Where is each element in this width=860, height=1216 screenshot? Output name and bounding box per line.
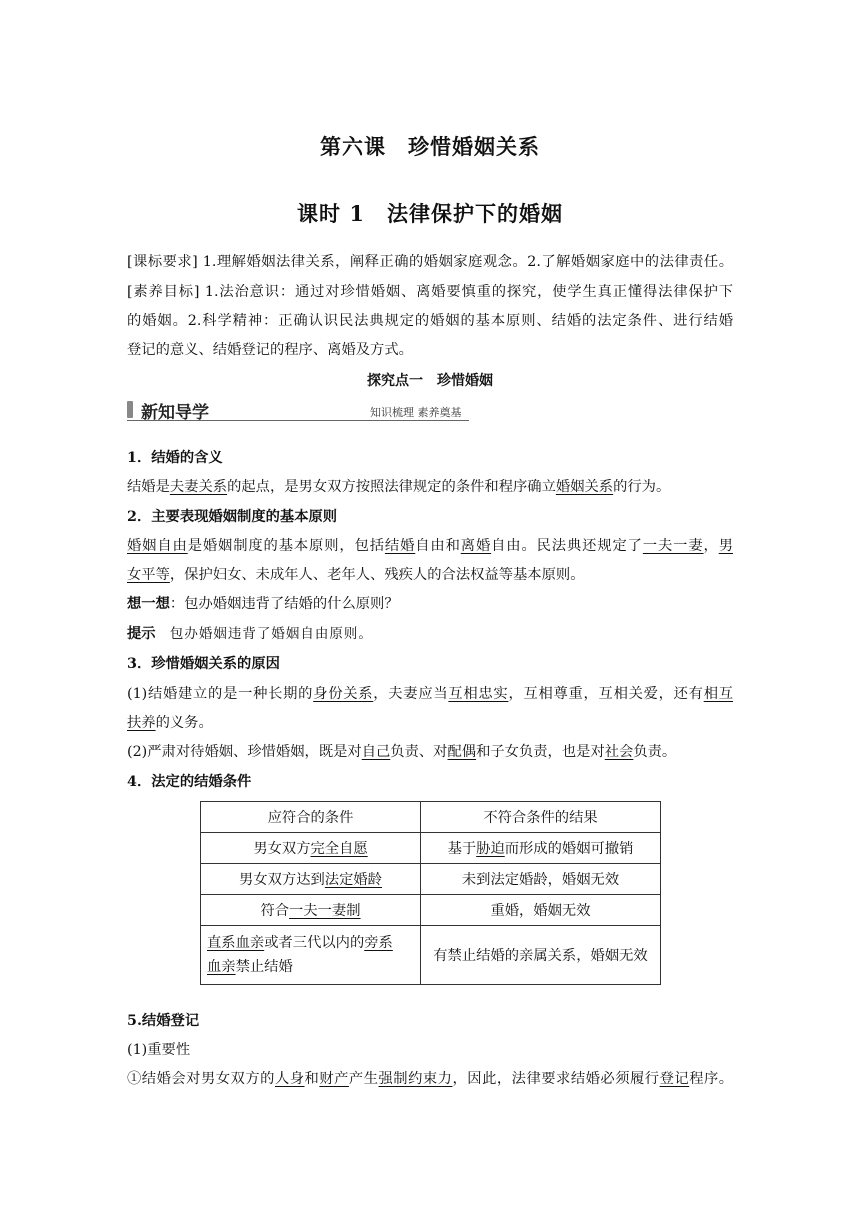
section-heading: 探究点一 珍惜婚姻 xyxy=(367,373,493,389)
s2-text-line-1: 婚姻自由是婚姻制度的基本原则，包括结婚自由和离婚自由。民法典还规定了一夫一妻，男 xyxy=(127,538,733,554)
s3-p2: (2)严肃对待婚姻、珍惜婚姻，既是对自己负责、对配偶和子女负责，也是对社会负责。 xyxy=(127,744,677,760)
banner-bar-icon xyxy=(127,401,133,418)
s3-heading: 3．珍惜婚姻关系的原因 xyxy=(127,656,280,672)
goal-tag: [素养目标] xyxy=(127,284,200,300)
marriage-conditions-table xyxy=(200,801,661,985)
table-header-row xyxy=(201,802,661,833)
table-header-results: 不符合条件的结果 xyxy=(421,802,661,833)
banner-subtitle: 知识梳理 素养奠基 xyxy=(370,406,462,419)
new-knowledge-banner xyxy=(127,398,469,422)
banner-label: 新知导学 xyxy=(141,403,209,423)
s1-text: 结婚是夫妻关系的起点，是男女双方按照法律规定的条件和程序确立婚姻关系的行为。 xyxy=(127,479,671,495)
table-row: 符合一夫一妻制 重婚，婚姻无效 xyxy=(201,895,661,926)
table-row: 直系血亲或者三代以内的旁系 血亲禁止结婚 有禁止结婚的亲属关系，婚姻无效 xyxy=(201,926,661,985)
literacy-goal-line-3: 登记的意义、结婚登记的程序、离婚及方式。 xyxy=(127,342,413,358)
think-question: 想一想：包办婚姻违背了结婚的什么原则？ xyxy=(127,596,399,612)
s3-p1-line-1: (1)结婚建立的是一种长期的身份关系，夫妻应当互相忠实，互相尊重，互相关爱，还有相互 xyxy=(127,686,734,702)
think-hint: 提示 包办婚姻违背了婚姻自由原则。 xyxy=(127,626,373,642)
s2-text-line-2: 女平等，保护妇女、未成年人、老年人、残疾人的合法权益等基本原则。 xyxy=(127,567,585,583)
curriculum-requirement xyxy=(127,252,733,272)
s2-heading: 2．主要表现婚姻制度的基本原则 xyxy=(127,509,338,525)
lesson-title: 第六课 珍惜婚姻关系 xyxy=(320,134,540,159)
table-row: 男女双方完全自愿 基于胁迫而形成的婚姻可撤销 xyxy=(201,833,661,864)
s5-heading: 5.结婚登记 xyxy=(127,1013,200,1029)
requirement-text: 1.理解婚姻法律关系，阐释正确的婚姻家庭观念。2.了解婚姻家庭中的法律责任。 xyxy=(202,254,733,270)
requirement-tag: [课标要求] xyxy=(127,254,198,270)
s3-p1-line-2: 扶养的义务。 xyxy=(127,715,213,731)
literacy-goal-line-1: [素养目标] 1.法治意识：通过对珍惜婚姻、离婚要慎重的探究，使学生真正懂得法律保护下 xyxy=(127,284,734,300)
s5-sub-heading: (1)重要性 xyxy=(127,1042,191,1058)
table-header-conditions: 应符合的条件 xyxy=(201,802,421,833)
table-row: 男女双方达到法定婚龄 未到法定婚龄，婚姻无效 xyxy=(201,864,661,895)
s5-text: ①结婚会对男女双方的人身和财产产生强制约束力，因此，法律要求结婚必须履行登记程序。 xyxy=(127,1071,734,1087)
lesson-subtitle: 课时 1 法律保护下的婚姻 xyxy=(297,201,563,226)
literacy-goal-line-2: 的婚姻。2.科学精神：正确认识民法典规定的婚姻的基本原则、结婚的法定条件、进行结婚 xyxy=(127,313,733,329)
s4-heading: 4．法定的结婚条件 xyxy=(127,774,252,790)
s1-heading: 1．结婚的含义 xyxy=(127,450,223,466)
banner-divider xyxy=(127,420,469,421)
